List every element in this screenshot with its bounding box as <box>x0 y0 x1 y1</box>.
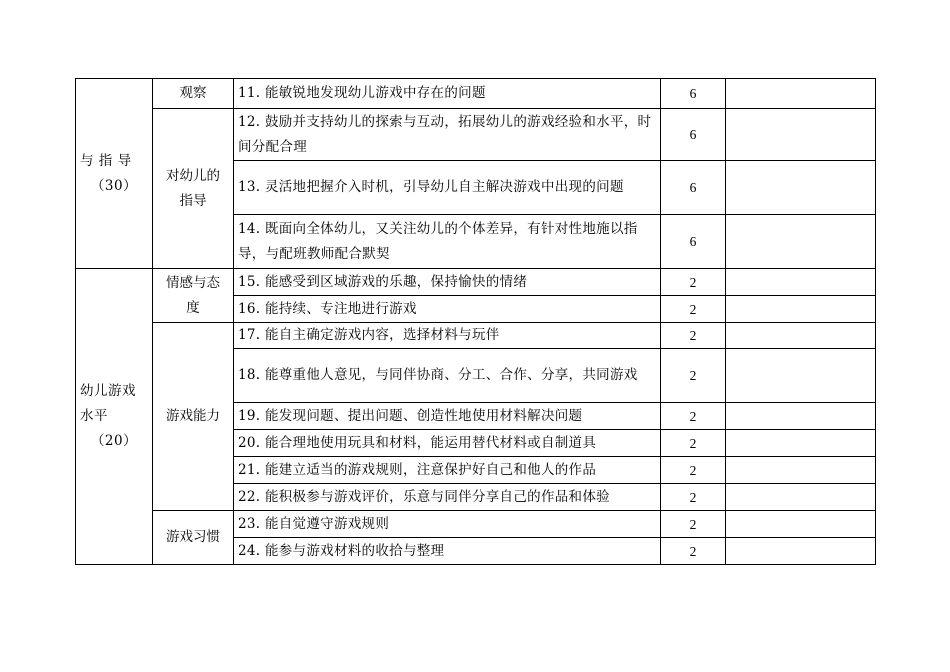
item-score: 6 <box>661 215 726 269</box>
item-score: 2 <box>661 511 726 538</box>
subcategory-emotion: 情感与态 度 <box>153 269 234 323</box>
item-text: 23. 能自觉遵守游戏规则 <box>234 511 661 538</box>
blank-cell <box>726 161 876 215</box>
item-text: 17. 能自主确定游戏内容，选择材料与玩伴 <box>234 323 661 349</box>
subcategory-observe: 观察 <box>153 79 234 109</box>
item-text: 15. 能感受到区域游戏的乐趣，保持愉快的情绪 <box>234 269 661 296</box>
blank-cell <box>726 484 876 511</box>
item-score: 6 <box>661 161 726 215</box>
item-score: 2 <box>661 538 726 565</box>
blank-cell <box>726 430 876 457</box>
blank-cell <box>726 79 876 109</box>
table-row <box>76 109 876 161</box>
item-text: 24. 能参与游戏材料的收拾与整理 <box>234 538 661 565</box>
blank-cell <box>726 215 876 269</box>
table-row <box>76 269 876 296</box>
blank-cell <box>726 538 876 565</box>
item-score: 2 <box>661 403 726 430</box>
item-text: 18. 能尊重他人意见，与同伴协商、分工、合作、分享，共同游戏 <box>234 349 661 403</box>
item-text: 11. 能敏锐地发现幼儿游戏中存在的问题 <box>234 79 661 109</box>
subcategory-habit: 游戏习惯 <box>153 511 234 565</box>
category-level: 幼儿游戏 水平 （20） <box>76 269 153 565</box>
table-row <box>76 323 876 349</box>
blank-cell <box>726 511 876 538</box>
item-score: 2 <box>661 296 726 323</box>
evaluation-table <box>75 78 876 565</box>
item-score: 2 <box>661 484 726 511</box>
item-text: 16. 能持续、专注地进行游戏 <box>234 296 661 323</box>
item-text: 22. 能积极参与游戏评价，乐意与同伴分享自己的作品和体验 <box>234 484 661 511</box>
item-score: 2 <box>661 430 726 457</box>
item-score: 2 <box>661 323 726 349</box>
blank-cell <box>726 296 876 323</box>
blank-cell <box>726 269 876 296</box>
item-score: 6 <box>661 79 726 109</box>
item-text: 12. 鼓励并支持幼儿的探索与互动，拓展幼儿的游戏经验和水平，时间分配合理 <box>234 109 661 161</box>
item-score: 2 <box>661 457 726 484</box>
item-text: 14. 既面向全体幼儿，又关注幼儿的个体差异，有针对性地施以指导，与配班教师配合默契 <box>234 215 661 269</box>
item-score: 2 <box>661 269 726 296</box>
item-text: 21. 能建立适当的游戏规则，注意保护好自己和他人的作品 <box>234 457 661 484</box>
subcategory-ability: 游戏能力 <box>153 323 234 511</box>
table-row <box>76 79 876 109</box>
item-text: 13. 灵活地把握介入时机，引导幼儿自主解决游戏中出现的问题 <box>234 161 661 215</box>
blank-cell <box>726 457 876 484</box>
table-row <box>76 511 876 538</box>
item-text: 20. 能合理地使用玩具和材料，能运用替代材料或自制道具 <box>234 430 661 457</box>
subcategory-guide: 对幼儿的 指导 <box>153 109 234 269</box>
item-score: 6 <box>661 109 726 161</box>
blank-cell <box>726 323 876 349</box>
blank-cell <box>726 109 876 161</box>
blank-cell <box>726 349 876 403</box>
category-guidance: 与 指 导 （30） <box>76 79 153 269</box>
item-score: 2 <box>661 349 726 403</box>
blank-cell <box>726 403 876 430</box>
item-text: 19. 能发现问题、提出问题、创造性地使用材料解决问题 <box>234 403 661 430</box>
